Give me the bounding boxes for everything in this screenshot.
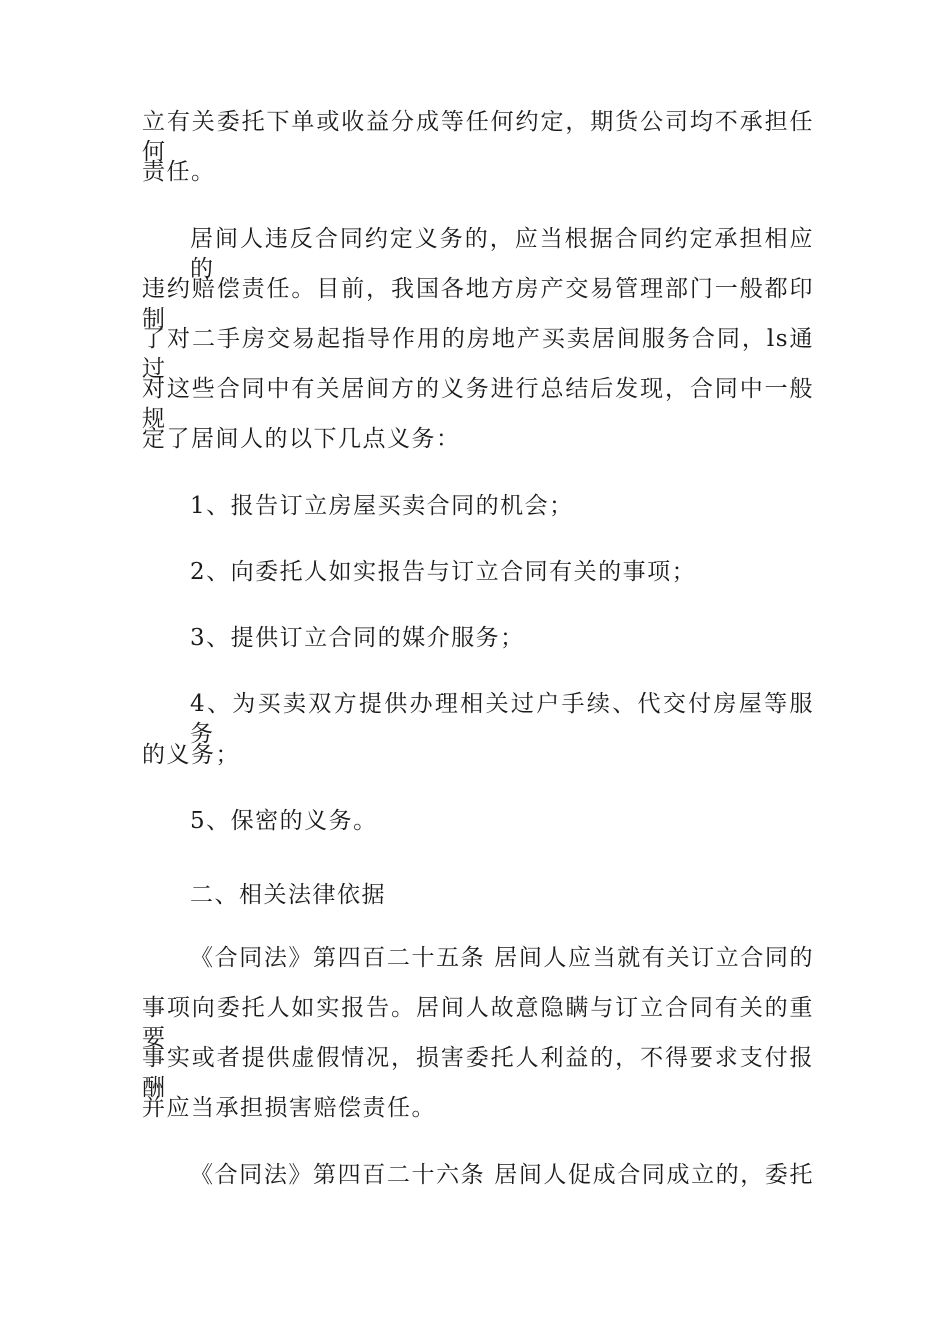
text-line: 《合同法》第四百二十六条 居间人促成合同成立的，委托 [190,1162,814,1188]
list-item: 1、报告订立房屋买卖合同的机会； [190,493,574,519]
section-heading: 二、相关法律依据 [190,882,386,908]
text-line: 对这些合同中有关居间方的义务进行总结后发现，合同中一般 规 [142,376,814,432]
text-line: 了对二手房交易起指导作用的房地产买卖居间服务合同，ls通 过 [142,326,814,382]
text-line: 责任。 [142,159,216,185]
text-line: 《合同法》第四百二十五条 居间人应当就有关订立合同的 [190,945,814,971]
text-line: 并应当承担损害赔偿责任。 [142,1095,436,1121]
text-line: 事实或者提供虚假情况，损害委托人利益的，不得要求支付报酬 [142,1045,814,1101]
text-line: 居间人违反合同约定义务的，应当根据合同约定承担相应的 [190,226,814,282]
list-item: 5、保密的义务。 [190,808,378,834]
text-line: 事项向委托人如实报告。居间人故意隐瞒与订立合同有关的重要 [142,995,814,1051]
list-item: 3、提供订立合同的媒介服务； [190,625,525,651]
text-line: 的义务； [142,742,240,768]
text-line: 定了居间人的以下几点义务： [142,426,461,452]
list-item: 4、为买卖双方提供办理相关过户手续、代交付房屋等服务 [190,691,814,747]
text-line: 立有关委托下单或收益分成等任何约定，期货公司均不承担任 何 [142,109,814,165]
list-item: 2、向委托人如实报告与订立合同有关的事项； [190,559,697,585]
text-line: 违约赔偿责任。目前，我国各地方房产交易管理部门一般都印制 [142,276,814,332]
